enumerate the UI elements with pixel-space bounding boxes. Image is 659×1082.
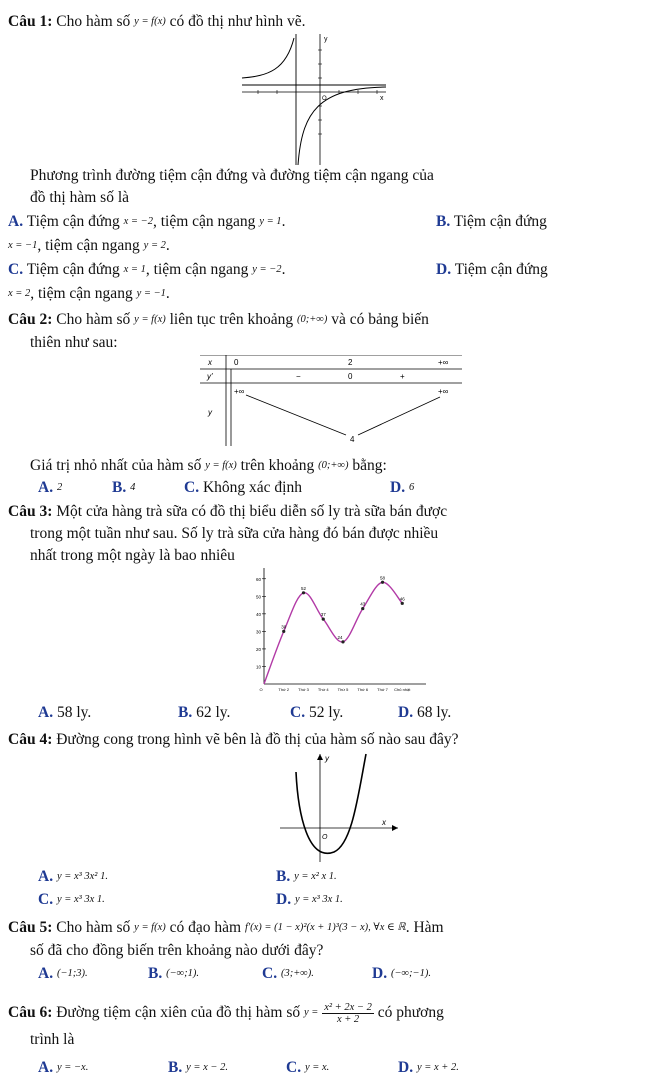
q3-sales-chart xyxy=(252,566,430,698)
q6-line2: trình là xyxy=(30,1031,75,1048)
q2-number: Câu 2: xyxy=(8,311,53,328)
x-tick-label-5: Thứ 6 xyxy=(357,687,369,692)
data-label-3: 37 xyxy=(320,612,326,618)
q3-line1: Câu 3: Một cửa hàng trà sữa có đồ thị biểu diễn số ly trà sữa bán được xyxy=(8,503,448,520)
q1-option-a[interactable]: A. Tiệm cận đứng x = −2, tiệm cận ngang y = 1. xyxy=(8,213,286,230)
svg-text:0: 0 xyxy=(348,372,353,381)
data-point-3 xyxy=(322,618,325,621)
y-tick-label-40: 40 xyxy=(255,611,261,617)
data-point-7 xyxy=(401,602,404,605)
y-tick-label-10: 10 xyxy=(255,664,261,670)
svg-text:y: y xyxy=(325,754,329,763)
data-label-5: 43 xyxy=(360,601,366,607)
y-tick-label-50: 50 xyxy=(255,594,261,600)
data-point-1 xyxy=(282,630,285,633)
q6-fraction: $\frac{\text{x² + 2x − 2}}{x + 2}$ xyxy=(324,1002,372,1025)
q5-option-a[interactable]: A. (−1;3). xyxy=(38,965,88,982)
q6-option-a[interactable]: A. y = −x. xyxy=(38,1059,89,1076)
q3-line2: trong một tuần như sau. Số ly trà sữa cửa hàng đó bán được nhiều xyxy=(30,525,439,542)
svg-text:+∞: +∞ xyxy=(438,387,449,396)
series-line xyxy=(264,582,402,684)
q2-option-c[interactable]: C. Không xác định xyxy=(184,479,302,496)
q4-option-b[interactable]: B. y = x² x 1. xyxy=(276,868,337,885)
x-tick-label-2: Thứ 3 xyxy=(298,687,309,692)
x-tick-label-1: Thứ 2 xyxy=(278,687,290,692)
q2-variation-table xyxy=(200,355,462,447)
q6-option-b[interactable]: B. y = x − 2. xyxy=(168,1059,228,1076)
y-tick-label-20: 20 xyxy=(255,646,261,652)
q3-option-d[interactable]: D. 68 ly. xyxy=(398,704,452,721)
x-tick-label-0: O xyxy=(259,687,263,692)
q1-function: y = f(x) xyxy=(134,16,166,27)
x-tick-label-4: Thứ 5 xyxy=(337,687,349,692)
data-point-6 xyxy=(381,581,384,584)
q3-option-c[interactable]: C. 52 ly. xyxy=(290,704,344,721)
q2-line2: thiên như sau: xyxy=(30,334,118,351)
svg-text:+∞: +∞ xyxy=(438,358,449,367)
x-tick-label-6: Thứ 7 xyxy=(377,687,388,692)
svg-text:+∞: +∞ xyxy=(234,387,245,396)
q2-option-b[interactable]: B. 4 xyxy=(112,479,136,496)
svg-text:y: y xyxy=(208,408,212,417)
svg-text:−: − xyxy=(296,372,301,381)
q2-question: Giá trị nhỏ nhất của hàm số y = f(x) trên khoảng (0;+∞) bằng: xyxy=(30,457,387,474)
q1-option-b-cont: x = −1, tiệm cận ngang y = 2. xyxy=(8,237,170,254)
y-tick-label-60: 60 xyxy=(255,576,261,582)
q5-option-b[interactable]: B. (−∞;1). xyxy=(148,965,200,982)
x-tick-label-7: Chủ nhật xyxy=(394,687,411,692)
q3-number: Câu 3: xyxy=(8,503,53,520)
svg-text:+: + xyxy=(400,372,405,381)
q2-option-d[interactable]: D. 6 xyxy=(390,479,415,496)
q5-line1: Câu 5: Cho hàm số y = f(x) có đạo hàm f'(x) = (1 − x)²(x + 1)³(3 − x), ∀x ∈ ℝ. Hàm xyxy=(8,919,444,936)
q3-option-b[interactable]: B. 62 ly. xyxy=(178,704,231,721)
q1-line1: Câu 1: Cho hàm số y = f(x) có đồ thị như hình vẽ. xyxy=(8,13,306,30)
q4-line1: Câu 4: Đường cong trong hình vẽ bên là đồ thị của hàm số nào sau đây? xyxy=(8,731,459,748)
data-label-4: 24 xyxy=(337,634,343,640)
data-point-2 xyxy=(302,591,305,594)
y-tick-label-30: 30 xyxy=(255,629,261,635)
q4-graph xyxy=(280,752,400,864)
q2-line1: Câu 2: Cho hàm số y = f(x) liên tục trên khoảng (0;+∞) và có bảng biến xyxy=(8,311,429,328)
q4-option-c[interactable]: C. y = x³ 3x 1. xyxy=(38,891,105,908)
q5-line2: số đã cho đồng biến trên khoảng nào dưới đây? xyxy=(30,942,324,959)
data-point-5 xyxy=(361,607,364,610)
data-label-7: 46 xyxy=(399,596,405,602)
svg-text:x: x xyxy=(382,818,386,827)
q2-option-a[interactable]: A. 2 xyxy=(38,479,63,496)
data-label-1: 30 xyxy=(281,624,287,630)
q1-origin: O xyxy=(322,96,327,102)
q1-y-label: y xyxy=(324,36,328,43)
svg-text:O: O xyxy=(322,834,328,841)
q6-option-c[interactable]: C. y = x. xyxy=(286,1059,330,1076)
x-tick-label-3: Thứ 4 xyxy=(317,687,329,692)
q1-x-label: x xyxy=(380,95,384,102)
q4-option-d[interactable]: D. y = x³ 3x 1. xyxy=(276,891,343,908)
q1-line3: đồ thị hàm số là xyxy=(30,189,130,206)
data-point-4 xyxy=(341,640,344,643)
q1-line2: Phương trình đường tiệm cận đứng và đường tiệm cận ngang của xyxy=(30,167,434,184)
q1-option-d[interactable]: D. Tiệm cận đứng xyxy=(436,261,548,278)
q1-option-b[interactable]: B. Tiệm cận đứng xyxy=(436,213,547,230)
svg-text:y': y' xyxy=(207,372,213,381)
q3-line3: nhất trong một ngày là bao nhiêu xyxy=(30,547,235,564)
q4-option-a[interactable]: A. y = x³ 3x² 1. xyxy=(38,868,108,885)
svg-text:4: 4 xyxy=(350,435,355,444)
q5-number: Câu 5: xyxy=(8,919,53,936)
q1-option-c[interactable]: C. Tiệm cận đứng x = 1, tiệm cận ngang y = −2. xyxy=(8,261,286,278)
svg-text:x: x xyxy=(208,358,212,367)
q5-option-c[interactable]: C. (3;+∞). xyxy=(262,965,314,982)
q1-option-d-cont: x = 2, tiệm cận ngang y = −1. xyxy=(8,285,170,302)
q6-option-d[interactable]: D. y = x + 2. xyxy=(398,1059,459,1076)
q3-option-a[interactable]: A. 58 ly. xyxy=(38,704,92,721)
q5-option-d[interactable]: D. (−∞;−1). xyxy=(372,965,431,982)
q6-line1: Câu 6: Đường tiệm cận xiên của đồ thị hàm số y = $\frac{\text{x² + 2x − 2}}{x + 2}$ có phương xyxy=(8,1002,444,1025)
data-label-6: 58 xyxy=(379,575,386,581)
svg-text:2: 2 xyxy=(348,358,353,367)
q6-number: Câu 6: xyxy=(8,1004,53,1022)
q1-number: Câu 1: xyxy=(8,13,53,30)
q4-number: Câu 4: xyxy=(8,731,53,748)
data-label-2: 52 xyxy=(300,585,307,591)
svg-text:0: 0 xyxy=(234,358,239,367)
q1-graph xyxy=(238,32,388,167)
